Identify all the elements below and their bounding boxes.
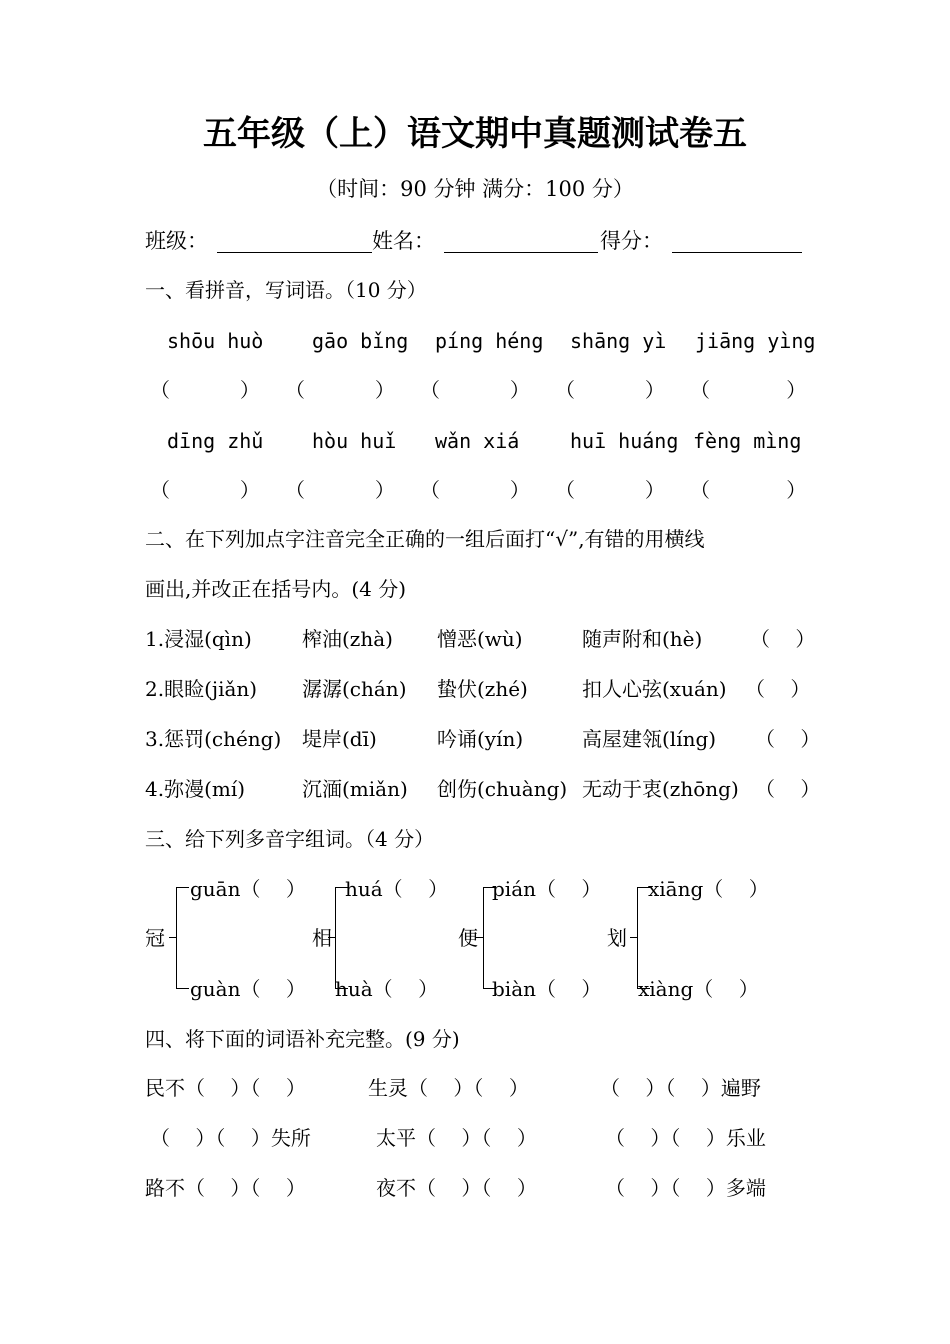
s2-answer[interactable]: （ ） [750, 627, 816, 651]
section-4-heading: 四、将下面的词语补充完整。(9 分) [145, 1027, 460, 1051]
polyphone-word[interactable]: pián（ ） [492, 877, 602, 901]
answer-blank[interactable]: （ ） [555, 478, 665, 502]
idiom-blank[interactable]: （ ）（ ）遍野 [600, 1076, 761, 1100]
name-blank[interactable] [444, 252, 598, 253]
brace-icon [483, 887, 496, 989]
pinyin-item: píng héng [435, 329, 544, 353]
pinyin-item: shāng yì [570, 329, 667, 353]
exam-subtitle: （时间：90 分钟 满分：100 分） [316, 177, 634, 201]
s2-item: 3.惩罚(chéng) [145, 727, 282, 751]
polyphone-word[interactable]: huá（ ） [345, 877, 449, 901]
name-label: 姓名： [372, 229, 435, 253]
polyphone-char: 冠 [145, 926, 165, 950]
answer-blank[interactable]: （ ） [285, 378, 395, 402]
section-2-heading: 二、在下列加点字注音完全正确的一组后面打“√”,有错的用横线 [145, 527, 705, 551]
polyphone-word[interactable]: xiāng（ ） [648, 877, 769, 901]
polyphone-word[interactable]: xiàng（ ） [638, 977, 759, 1001]
s2-item: 扣人心弦(xuán) [582, 677, 727, 701]
idiom-blank[interactable]: （ ）（ ）乐业 [605, 1126, 766, 1150]
idiom-blank[interactable]: 太平（ ）（ ） [376, 1126, 537, 1150]
s2-answer[interactable]: （ ） [755, 727, 821, 751]
s2-item: 憎恶(wù) [437, 627, 523, 651]
s2-item: 潺潺(chán) [302, 677, 407, 701]
answer-blank[interactable]: （ ） [690, 378, 807, 402]
idiom-blank[interactable]: （ ）（ ）失所 [150, 1126, 311, 1150]
answer-blank[interactable]: （ ） [150, 478, 260, 502]
section-1-heading: 一、看拼音，写词语。（10 分） [145, 278, 427, 302]
s2-item: 创伤(chuàng) [437, 777, 568, 801]
s2-item: 堤岸(dī) [302, 727, 377, 751]
section-2-heading-cont: 画出,并改正在括号内。(4 分) [145, 577, 407, 601]
polyphone-word[interactable]: huà（ ） [335, 977, 439, 1001]
s2-answer[interactable]: （ ） [755, 777, 821, 801]
brace-tick [476, 937, 483, 938]
s2-answer[interactable]: （ ） [745, 677, 811, 701]
s2-item: 2.眼睑(jiǎn) [145, 677, 258, 701]
class-blank[interactable] [217, 252, 372, 253]
page-title: 五年级（上）语文期中真题测试卷五 [203, 114, 747, 154]
answer-blank[interactable]: （ ） [285, 478, 395, 502]
brace-tick [169, 937, 176, 938]
brace-icon [335, 887, 348, 989]
answer-blank[interactable]: （ ） [555, 378, 665, 402]
pinyin-item: jiāng yìng [695, 329, 816, 353]
brace-icon [176, 887, 189, 989]
s2-item: 榨油(zhà) [302, 627, 393, 651]
idiom-blank[interactable]: 民不（ ）（ ） [145, 1076, 306, 1100]
idiom-blank[interactable]: （ ）（ ）多端 [605, 1176, 766, 1200]
pinyin-item: huī huáng [570, 429, 679, 453]
polyphone-word[interactable]: biàn（ ） [492, 977, 602, 1001]
score-label: 得分： [600, 229, 663, 253]
brace-icon [637, 887, 650, 989]
idiom-blank[interactable]: 夜不（ ）（ ） [376, 1176, 537, 1200]
answer-blank[interactable]: （ ） [420, 478, 530, 502]
section-3-heading: 三、给下列多音字组词。（4 分） [145, 827, 435, 851]
idiom-blank[interactable]: 路不（ ）（ ） [145, 1176, 306, 1200]
score-blank[interactable] [672, 252, 802, 253]
polyphone-word[interactable]: guàn（ ） [190, 977, 306, 1001]
s2-item: 随声附和(hè) [582, 627, 703, 651]
pinyin-item: hòu huǐ [312, 429, 397, 453]
s2-item: 吟诵(yín) [437, 727, 524, 751]
pinyin-item: fèng mìng [693, 429, 802, 453]
polyphone-char: 划 [607, 926, 627, 950]
brace-tick [328, 937, 335, 938]
pinyin-item: shōu huò [167, 329, 264, 353]
brace-tick [630, 937, 637, 938]
answer-blank[interactable]: （ ） [690, 478, 807, 502]
s2-item: 蛰伏(zhé) [437, 677, 528, 701]
polyphone-word[interactable]: guān（ ） [190, 877, 306, 901]
polyphone-char: 相 [312, 926, 332, 950]
answer-blank[interactable]: （ ） [420, 378, 530, 402]
pinyin-item: wǎn xiá [435, 429, 520, 453]
class-label: 班级： [145, 229, 208, 253]
s2-item: 高屋建瓴(líng) [582, 727, 717, 751]
s2-item: 沉湎(miǎn) [302, 777, 408, 801]
s2-item: 1.浸湿(qìn) [145, 627, 252, 651]
pinyin-item: gāo bǐng [312, 329, 409, 353]
s2-item: 4.弥漫(mí) [145, 777, 246, 801]
answer-blank[interactable]: （ ） [150, 378, 260, 402]
pinyin-item: dīng zhǔ [167, 429, 264, 453]
idiom-blank[interactable]: 生灵（ ）（ ） [368, 1076, 529, 1100]
polyphone-char: 便 [458, 926, 478, 950]
s2-item: 无动于衷(zhōng) [582, 777, 739, 801]
